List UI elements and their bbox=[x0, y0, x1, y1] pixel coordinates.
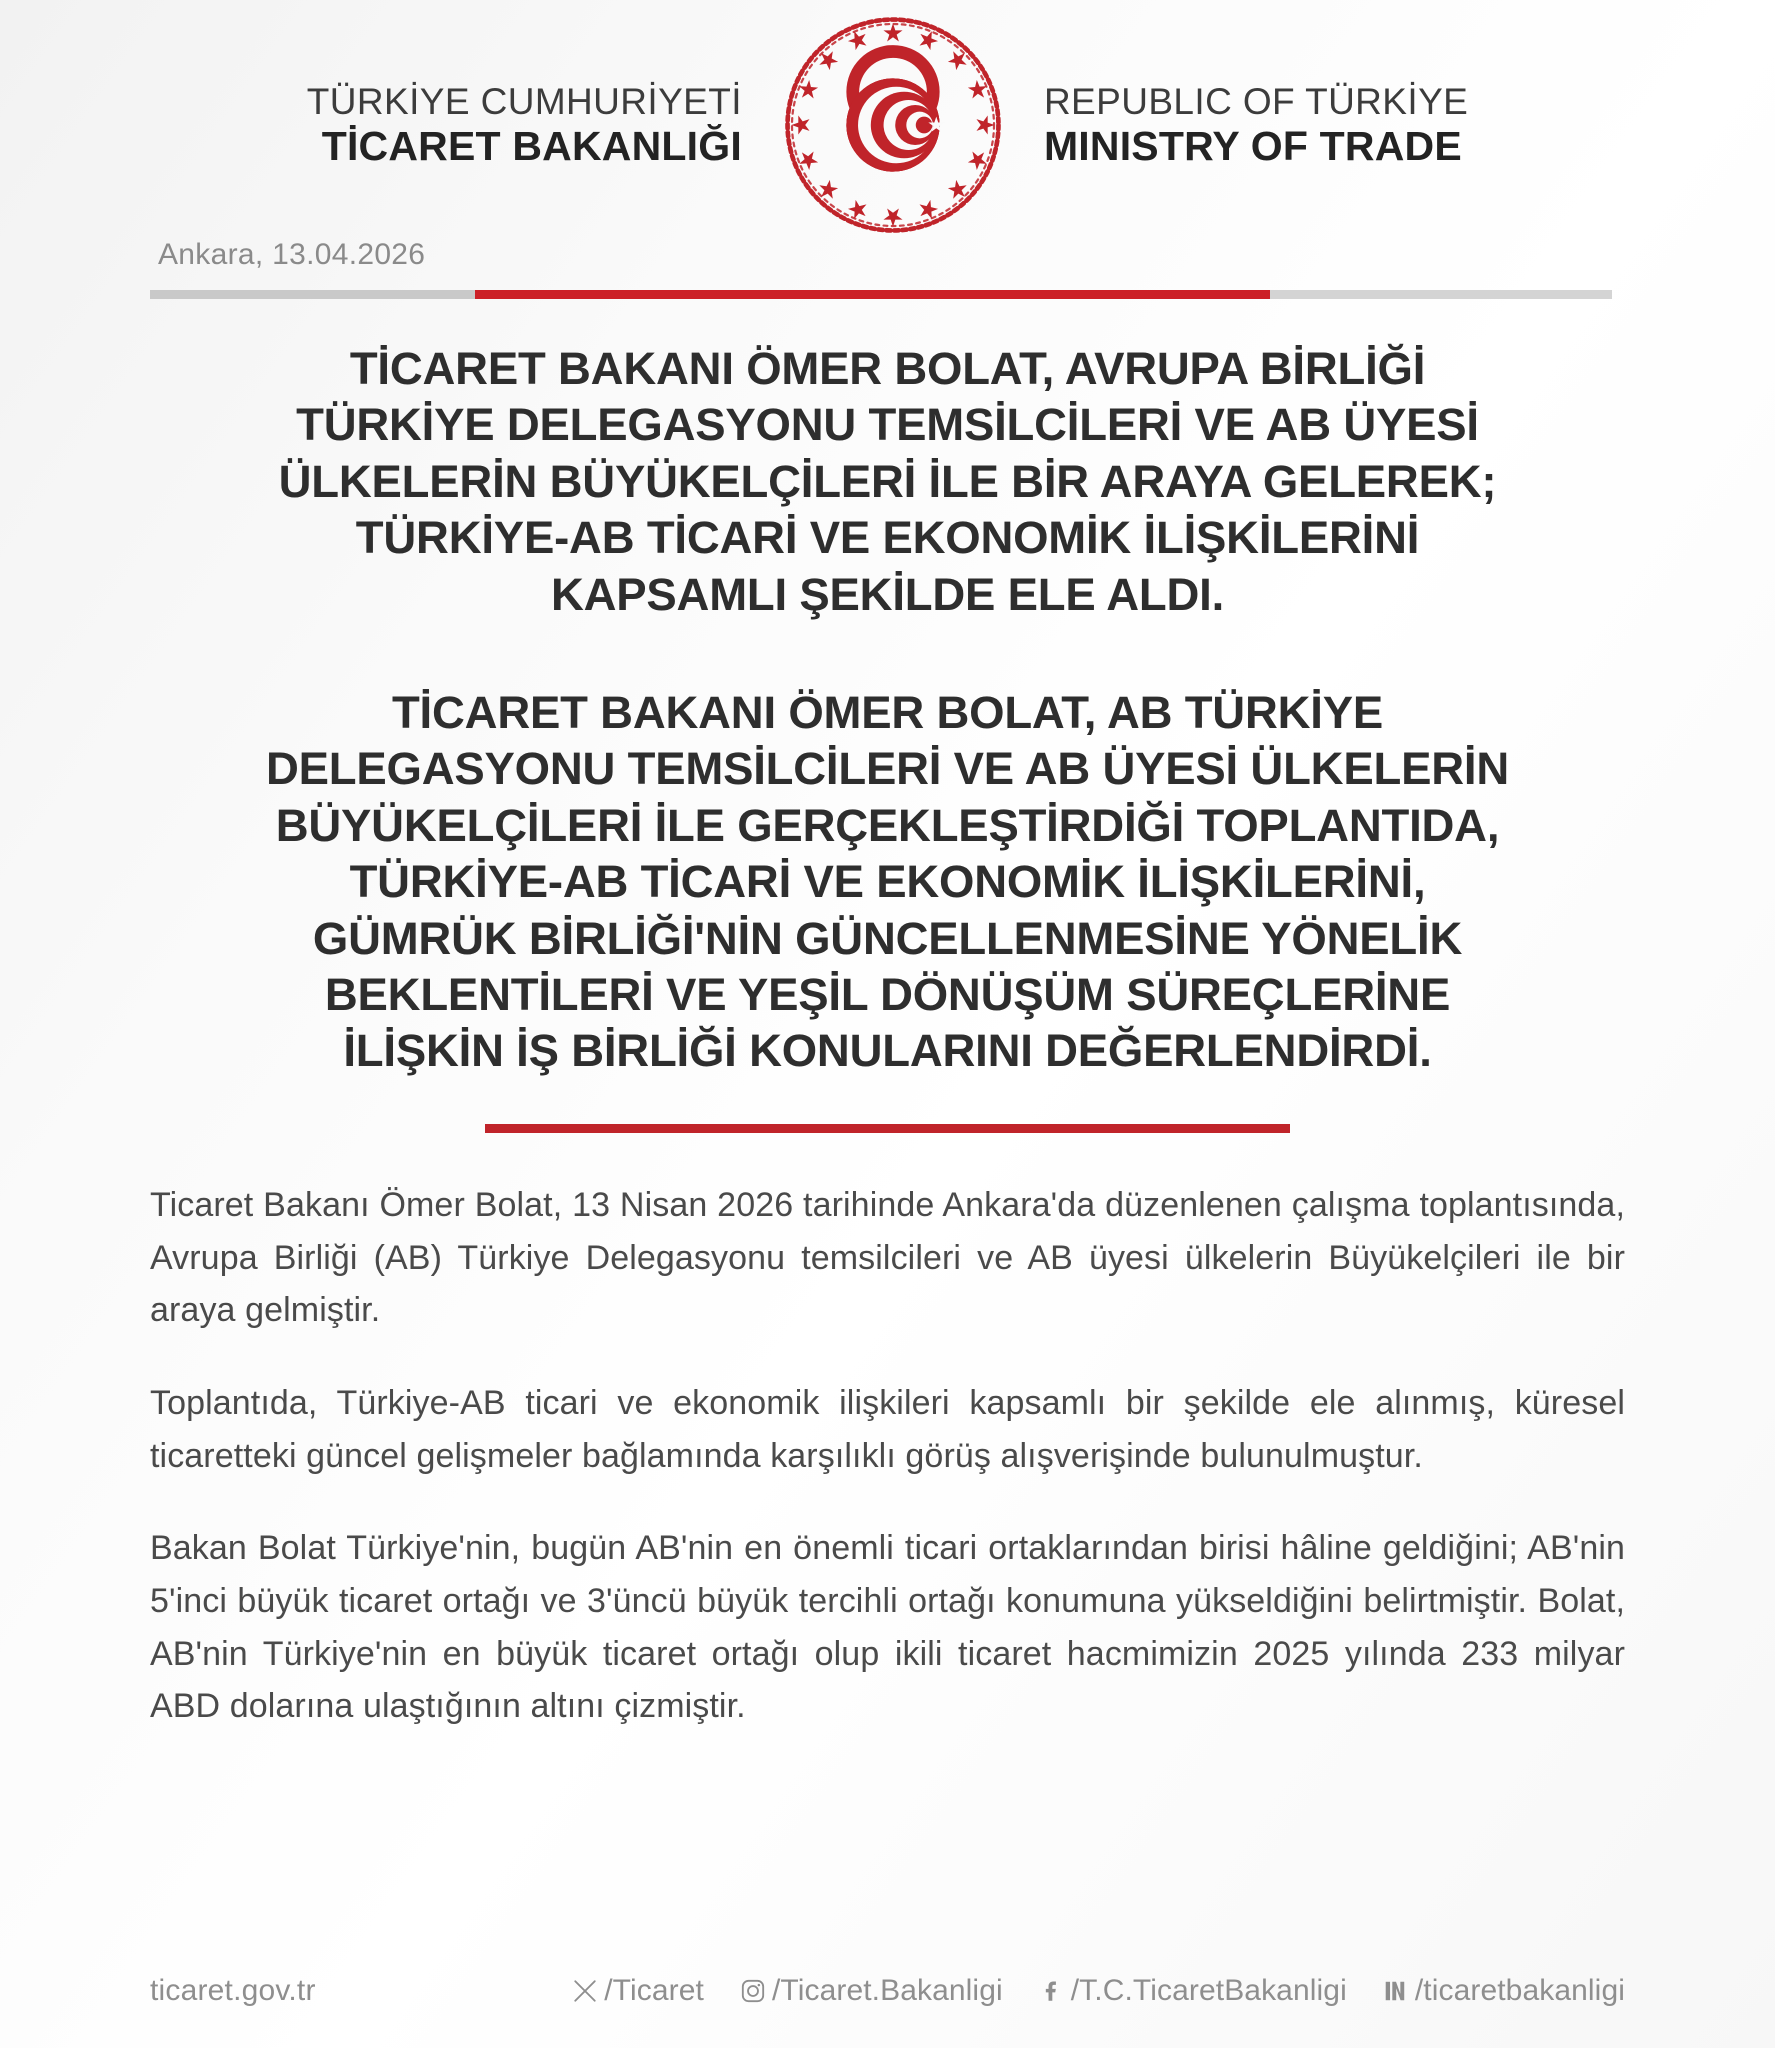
document-header bbox=[150, 0, 1625, 250]
social-handle-facebook: /T.C.TicaretBakanligi bbox=[1070, 1974, 1347, 2007]
social-links bbox=[570, 1974, 1625, 2008]
headline-secondary-line: GÜMRÜK BİRLİĞİ'NİN GÜNCELLENMESİNE YÖNELİK bbox=[312, 912, 1463, 964]
header-divider bbox=[150, 290, 1612, 299]
headline-secondary-line: TİCARET BAKANI ÖMER BOLAT, AB TÜRKİYE bbox=[391, 687, 1384, 739]
social-handle-linkedin: /ticaretbakanligi bbox=[1414, 1974, 1625, 2007]
headline-secondary-line: İLİŞKİN İŞ BİRLİĞİ KONULARINI DEĞERLENDİRDİ. bbox=[343, 1025, 1432, 1077]
document-footer bbox=[150, 1974, 1625, 2008]
brand-english-line1: REPUBLIC OF TÜRKİYE bbox=[1043, 80, 1469, 122]
article-body bbox=[150, 1179, 1625, 1733]
headline-secondary-line: BÜYÜKELÇİLERİ İLE GERÇEKLEŞTİRDİĞİ TOPLANTIDA, bbox=[275, 799, 1500, 851]
brand-turkish-line2: TİCARET BAKANLIĞI bbox=[321, 122, 742, 169]
headline-secondary-line: DELEGASYONU TEMSİLCİLERİ VE AB ÜYESİ ÜLKELERİN bbox=[265, 743, 1509, 795]
ministry-emblem-icon bbox=[782, 14, 1004, 236]
headline-secondary-line: BEKLENTİLERİ VE YEŞİL DÖNÜŞÜM SÜREÇLERİNE bbox=[324, 969, 1451, 1021]
brand-turkish bbox=[307, 81, 742, 170]
headline-divider bbox=[485, 1124, 1290, 1133]
headline-primary bbox=[150, 341, 1625, 623]
instagram-icon bbox=[738, 1976, 768, 2006]
body-paragraph: Toplantıda, Türkiye-AB ticari ve ekonomik ilişkileri kapsamlı bir şekilde ele alınmış, küresel ticaretteki güncel gelişmeler bağlamında karşılıklı görüş alışverişinde bulunulmuştur. bbox=[150, 1383, 1625, 1475]
facebook-icon bbox=[1037, 1976, 1067, 2006]
website-url[interactable]: ticaret.gov.tr bbox=[150, 1974, 316, 2007]
headline-secondary-line: TÜRKİYE-AB TİCARİ VE EKONOMİK İLİŞKİLERİNİ, bbox=[349, 856, 1426, 908]
social-link-facebook[interactable] bbox=[1037, 1974, 1347, 2008]
brand-turkish-line1: TÜRKİYE CUMHURİYETİ bbox=[306, 80, 742, 122]
social-handle-x: /Ticaret bbox=[604, 1974, 704, 2007]
social-link-linkedin[interactable] bbox=[1381, 1974, 1625, 2008]
headline-secondary bbox=[150, 685, 1625, 1080]
dateline: Ankara, 13.04.2026 bbox=[158, 238, 426, 271]
social-link-instagram[interactable] bbox=[738, 1974, 1003, 2008]
headline-primary-line: TİCARET BAKANI ÖMER BOLAT, AVRUPA BİRLİĞİ bbox=[349, 343, 1426, 394]
headline-primary-line: TÜRKİYE-AB TİCARİ VE EKONOMİK İLİŞKİLERİNİ bbox=[355, 512, 1420, 564]
linkedin-icon bbox=[1381, 1976, 1411, 2006]
divider-segment-gray-right bbox=[1270, 290, 1612, 299]
brand-english bbox=[1044, 81, 1468, 170]
body-paragraph: Ticaret Bakanı Ömer Bolat, 13 Nisan 2026 tarihinde Ankara'da düzenlenen çalışma toplantısında, Avrupa Birliği (AB) Türkiye Delegasyonu temsilcileri ve AB üyesi ülkelerin Büyükelçileri ile bir araya gelmiştir. bbox=[150, 1185, 1625, 1330]
body-paragraph: Bakan Bolat Türkiye'nin, bugün AB'nin en önemli ticari ortaklarından birisi hâline geldiğini; AB'nin 5'inci büyük ticaret ortağı ve 3'üncü büyük tercihli ortağı konumuna yükseldiğini belirtmiştir. Bolat, AB'nin Türkiye'nin en büyük ticaret ortağı olup ikili ticaret hacmimizin 2025 yılında 233 milyar ABD dolarına ulaştığının altını çizmiştir. bbox=[150, 1529, 1625, 1726]
headline-primary-line: KAPSAMLI ŞEKİLDE ELE ALDI. bbox=[550, 568, 1225, 620]
divider-segment-red bbox=[475, 290, 1270, 299]
brand-english-line2: MINISTRY OF TRADE bbox=[1043, 122, 1462, 169]
headline-primary-line: ÜLKELERİN BÜYÜKELÇİLERİ İLE BİR ARAYA GELEREK; bbox=[278, 455, 1497, 507]
social-handle-instagram: /Ticaret.Bakanligi bbox=[771, 1974, 1003, 2007]
x-twitter-icon bbox=[570, 1976, 600, 2006]
social-link-x[interactable] bbox=[570, 1974, 704, 2008]
divider-segment-gray-left bbox=[150, 290, 475, 299]
headline-primary-line: TÜRKİYE DELEGASYONU TEMSİLCİLERİ VE AB ÜYESİ bbox=[296, 399, 1479, 451]
